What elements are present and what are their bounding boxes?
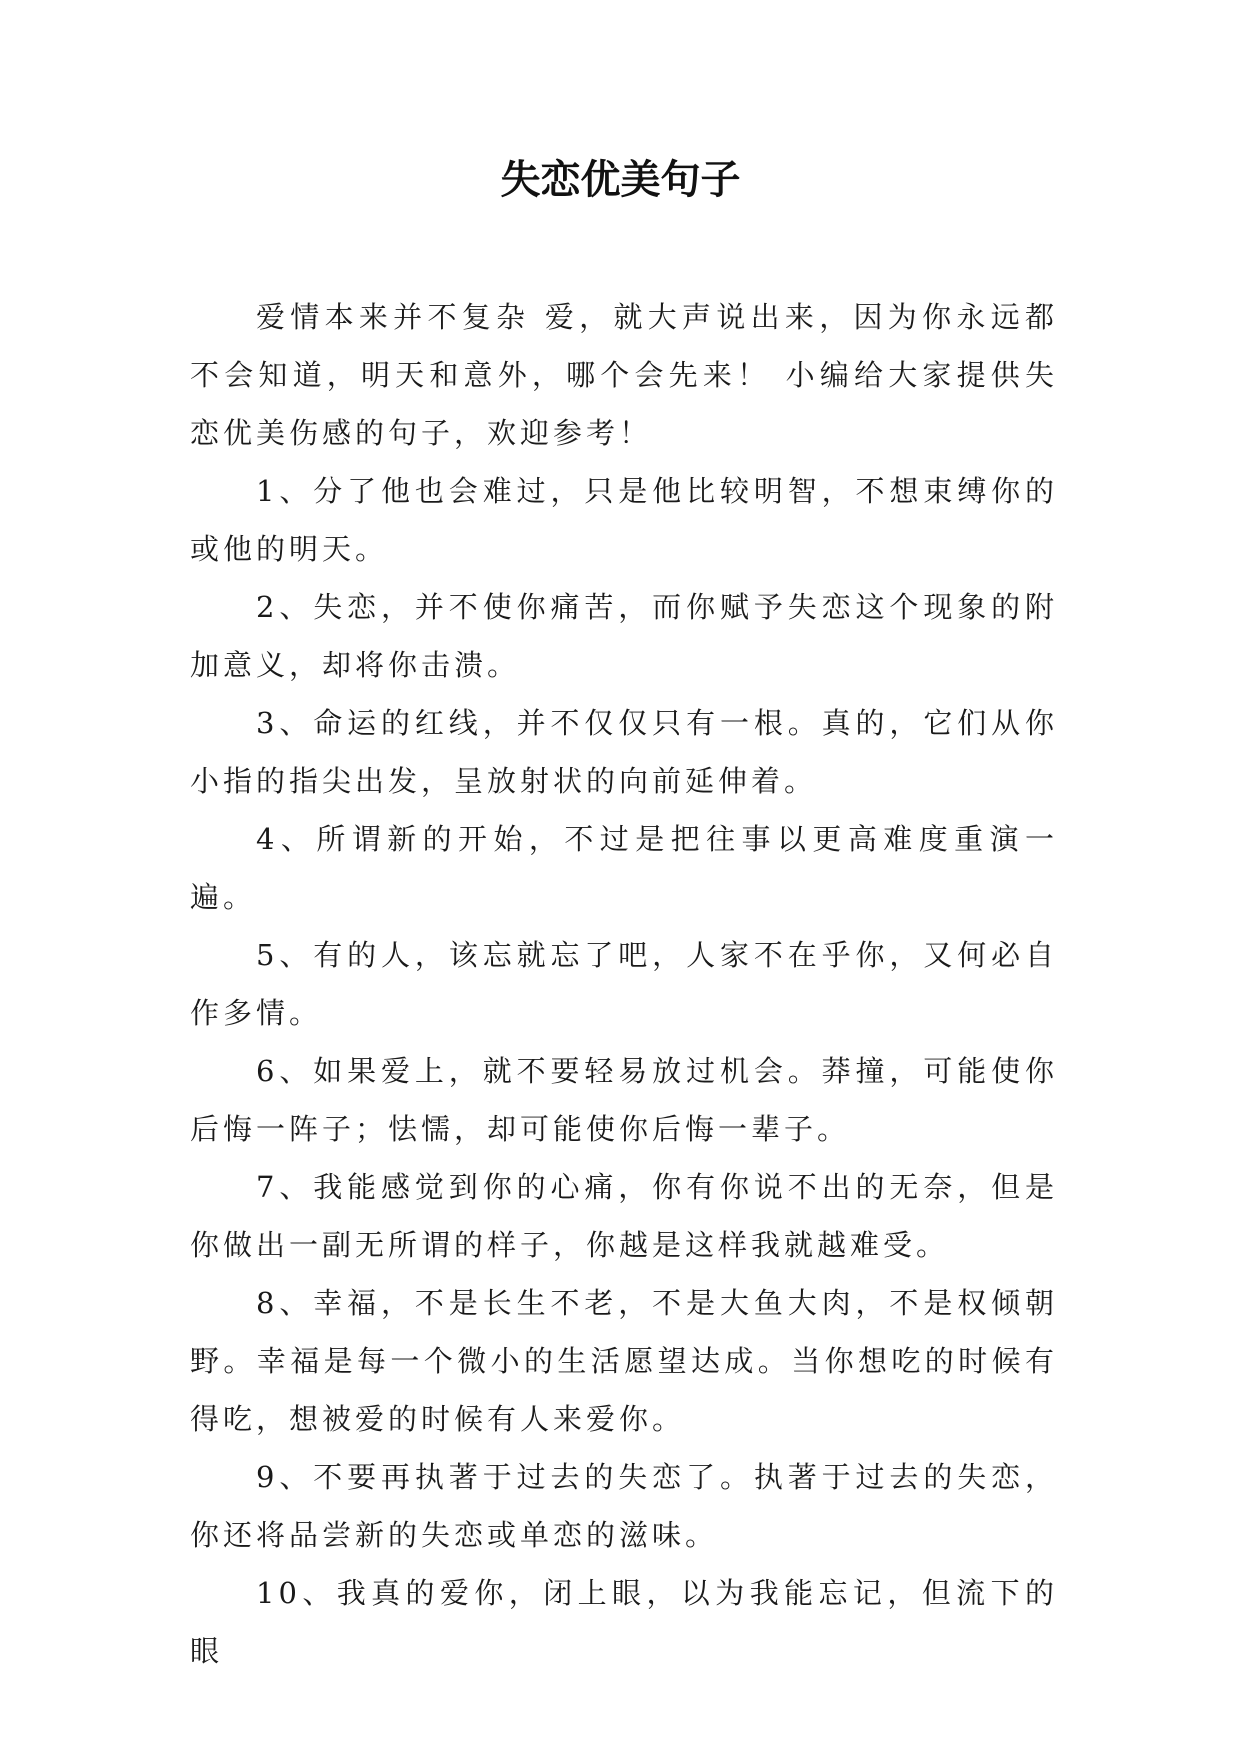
- list-item: 7、我能感觉到你的心痛，你有你说不出的无奈，但是你做出一副无所谓的样子，你越是这样我就越难受。: [190, 1170, 1058, 1262]
- document-body: [190, 288, 1058, 1680]
- list-item: 3、命运的红线，并不仅仅只有一根。真的，它们从你小指的指尖出发，呈放射状的向前延伸着。: [190, 706, 1058, 798]
- list-item: 9、不要再执著于过去的失恋了。执著于过去的失恋，你还将品尝新的失恋或单恋的滋味。: [190, 1460, 1058, 1552]
- intro-paragraph: 爱情本来并不复杂 爱，就大声说出来，因为你永远都不会知道，明天和意外，哪个会先来！ 小编给大家提供失恋优美伤感的句子，欢迎参考！: [190, 300, 1058, 450]
- list-item: 6、如果爱上，就不要轻易放过机会。莽撞，可能使你后悔一阵子；怯懦，却可能使你后悔一辈子。: [190, 1054, 1058, 1146]
- list-item: 1、分了他也会难过，只是他比较明智，不想束缚你的或他的明天。: [190, 474, 1058, 566]
- list-item: 4、所谓新的开始，不过是把往事以更高难度重演一遍。: [190, 822, 1058, 914]
- document-title: 失恋优美句子: [500, 157, 741, 203]
- list-item: 5、有的人，该忘就忘了吧，人家不在乎你，又何必自作多情。: [190, 938, 1058, 1030]
- list-item: 10、我真的爱你，闭上眼，以为我能忘记，但流下的眼: [190, 1576, 1058, 1668]
- list-item: 2、失恋，并不使你痛苦，而你赋予失恋这个现象的附加意义，却将你击溃。: [190, 590, 1058, 682]
- list-item: 8、幸福，不是长生不老，不是大鱼大肉，不是权倾朝野。幸福是每一个微小的生活愿望达成。当你想吃的时候有得吃，想被爱的时候有人来爱你。: [190, 1286, 1058, 1436]
